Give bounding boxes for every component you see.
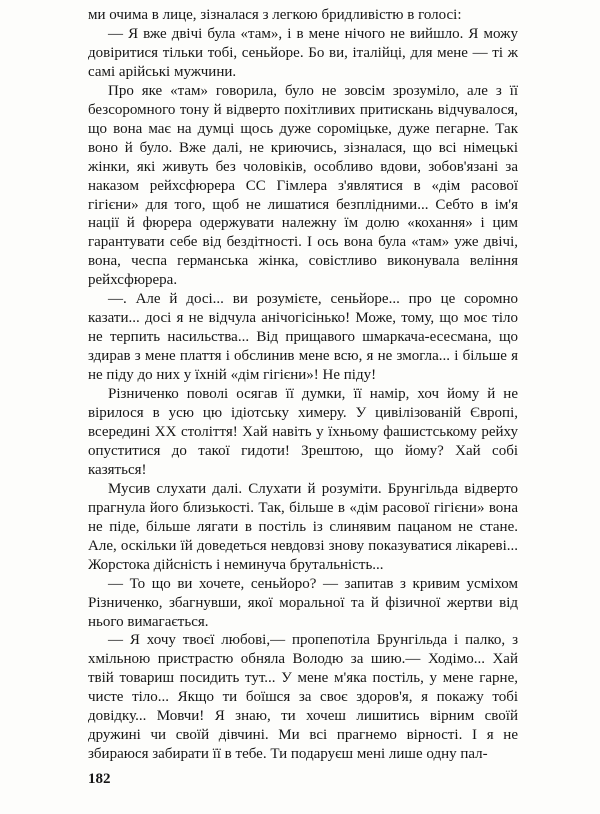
- paragraph-6: Мусив слухати далі. Слухати й розуміти. Брунгільда відверто прагнула його близькості. Так, більше в «дім расової гігієни» вона не піде, більше лягати в постіль із слинявим пацаном не стане. Але, оскільки їй доведеться невдовзі знову показуватися лікареві... Жорстока дійсність і неминуча брутальність...: [88, 480, 518, 573]
- body-text: [88, 6, 518, 764]
- paragraph-7: — То що ви хочете, сеньйоро? — запитав з кривим усміхом Різниченко, збагнувши, якої моральної та й фізичної жертви від нього вимагається.: [88, 575, 518, 630]
- paragraph-5: Різниченко поволі осягав її думки, її намір, хоч йому й не вірилося в усю цю ідіотську химеру. У цивілізованій Європі, всередині XX століття! Хай навіть у їхньому фашистському рейху опуститися до такої гидоти! Зрештою, що йому? Хай собі казяться!: [88, 386, 518, 478]
- page-number: 182: [88, 771, 111, 787]
- paragraph-3: Про яке «там» говорила, було не зовсім зрозуміло, але з її безсоромного тону й відверто похітливих притискань відчувалося, що вона має на думці щось дуже сороміцьке, дуже пегарне. Так воно й було. Вже далі, не криючись, зізналася, що всі німецькі жінки, які живуть без чоловіків, особливо вдови, зобов'язані за наказом рейхсфюрера СС Гімлера з'являтися в «дім расової гігієни» для того, щоб не лишатися безплідними... Себто в ім'я нації й фюрера одержувати належну їм долю «кохання» і цим гарантувати себе від бездітності. І ось вона була «там» уже двічі, вона, чеспа германська жінка, совістливо виконувала веління рейхсфюрера.: [88, 82, 518, 289]
- paragraph-8: — Я хочу твоєї любові,— пропепотіла Брунгільда і палко, з хмільною пристрастю обняла Володю за шию.— Ходімо... Хай твій товариш посидить тут... У мене м'яка постіль, у мене гарне, чисте тіло... Якщо ти боїшся за своє здоров'я, я покажу тобі довідку... Мовчи! Я знаю, ти хочеш лишитись вірним своїй дружині чи своїй дівчині. Ми всі прагнемо вірності. І я не збираюся забирати її в тебе. Ти подаруєш мені лише одну пал-: [88, 632, 518, 763]
- paragraph-2: — Я вже двічі була «там», і в мене нічого не вийшло. Я можу довіритися тільки тобі, сеньйоре. Бо ви, італійці, для мене — ті ж самі арійські мужчини.: [88, 25, 518, 80]
- paragraph-1: ми очима в лице, зізналася з легкою бридливістю в голосі:: [88, 7, 462, 23]
- paragraph-4: —. Але й досі... ви розумієте, сеньйоре... про це соромно казати... досі я не відчула анічогісінько! Може, тому, що моє тіло не терпить насильства... Від прищавого шмаркача-есесмана, що здирав з мене плаття і обслинив мене всю, я не змогла... і більше я не піду до них у їхній «дім гігієни»! Не піду!: [88, 291, 518, 384]
